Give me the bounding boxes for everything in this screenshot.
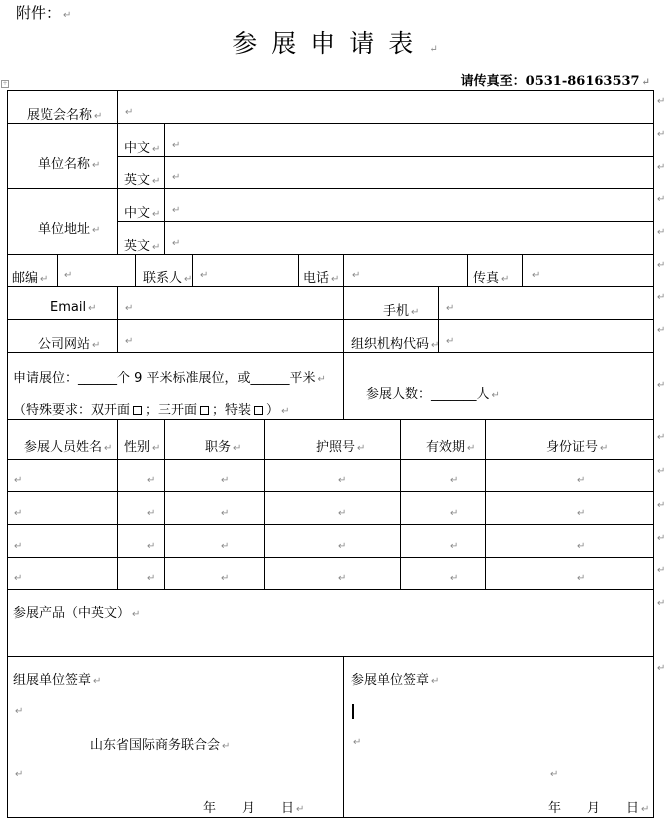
header-position: 职务 ↵ <box>205 440 242 455</box>
website-field[interactable]: ↵ <box>125 336 134 347</box>
attachment-label: 附件： ↵ <box>16 4 72 22</box>
attendees-count[interactable]: 参展人数：_______人 ↵ <box>366 387 500 402</box>
fax-number: 请传真至：0531-86163537 ↵ <box>460 74 650 89</box>
unit-address-english-field[interactable]: ↵ <box>172 238 181 249</box>
unit-name-english-field[interactable]: ↵ <box>172 172 181 183</box>
phone-label: 电话 ↵ <box>303 271 340 286</box>
phone-field[interactable]: ↵ <box>352 270 361 281</box>
exhibitor-date: 年 月 日 ↵ <box>548 801 650 816</box>
org-code-field[interactable]: ↵ <box>446 336 455 347</box>
unit-address-chinese-label: 中文 ↵ <box>124 206 161 221</box>
unit-address-english-label: 英文 ↵ <box>124 239 161 254</box>
organizer-name: 山东省国际商务联合会 ↵ <box>90 738 231 753</box>
email-label: Email ↵ <box>50 300 97 315</box>
unit-name-label: 单位名称 ↵ <box>38 157 101 172</box>
unit-address-label: 单位地址 ↵ <box>38 222 101 237</box>
exhibitor-sign-label[interactable]: 参展单位签章 ↵ <box>351 673 440 688</box>
organizer-date: 年 月 日 ↵ <box>203 801 305 816</box>
unit-name-english-label: 英文 ↵ <box>124 173 161 188</box>
three-sided-checkbox[interactable] <box>200 406 209 415</box>
fax-field[interactable]: ↵ <box>532 270 541 281</box>
double-sided-checkbox[interactable] <box>133 406 142 415</box>
header-validity: 有效期 ↵ <box>426 440 476 455</box>
unit-name-chinese-field[interactable]: ↵ <box>172 140 181 151</box>
header-name: 参展人员姓名 ↵ <box>24 440 113 455</box>
email-field[interactable]: ↵ <box>125 303 134 314</box>
unit-address-chinese-field[interactable]: ↵ <box>172 205 181 216</box>
header-gender: 性别 ↵ <box>124 440 161 455</box>
postcode-label: 邮编 ↵ <box>12 271 49 286</box>
exhibition-name-label: 展览会名称 ↵ <box>27 108 103 123</box>
products-label[interactable]: 参展产品（中英文） ↵ <box>13 606 141 621</box>
postcode-field[interactable]: ↵ <box>64 270 73 281</box>
fax-label: 传真 ↵ <box>473 271 510 286</box>
special-requirements-text: （特殊要求：双开面 ；三开面 ；特装 ） ↵ <box>13 403 290 418</box>
website-label: 公司网站 ↵ <box>38 337 101 352</box>
header-id-number: 身份证号 ↵ <box>546 440 609 455</box>
form-title: 参展申请表 ↵ <box>232 29 438 58</box>
special-booth-checkbox[interactable] <box>254 406 263 415</box>
header-passport: 护照号 ↵ <box>316 440 366 455</box>
mobile-field[interactable]: ↵ <box>446 303 455 314</box>
mobile-label: 手机 ↵ <box>383 304 420 319</box>
text-cursor <box>352 704 354 719</box>
contact-field[interactable]: ↵ <box>200 270 209 281</box>
organizer-sign-label: 组展单位签章 ↵ <box>13 673 102 688</box>
unit-name-chinese-label: 中文 ↵ <box>124 141 161 156</box>
booth-request-text[interactable]: 申请展位：______个 9 平米标准展位，或______平米 ↵ <box>13 371 326 386</box>
contact-label: 联系人 ↵ <box>143 271 193 286</box>
org-code-label: 组织机构代码 ↵ <box>351 337 440 352</box>
table-move-handle-icon[interactable]: + <box>2 80 8 87</box>
exhibition-name-field[interactable]: ↵ <box>125 107 134 118</box>
